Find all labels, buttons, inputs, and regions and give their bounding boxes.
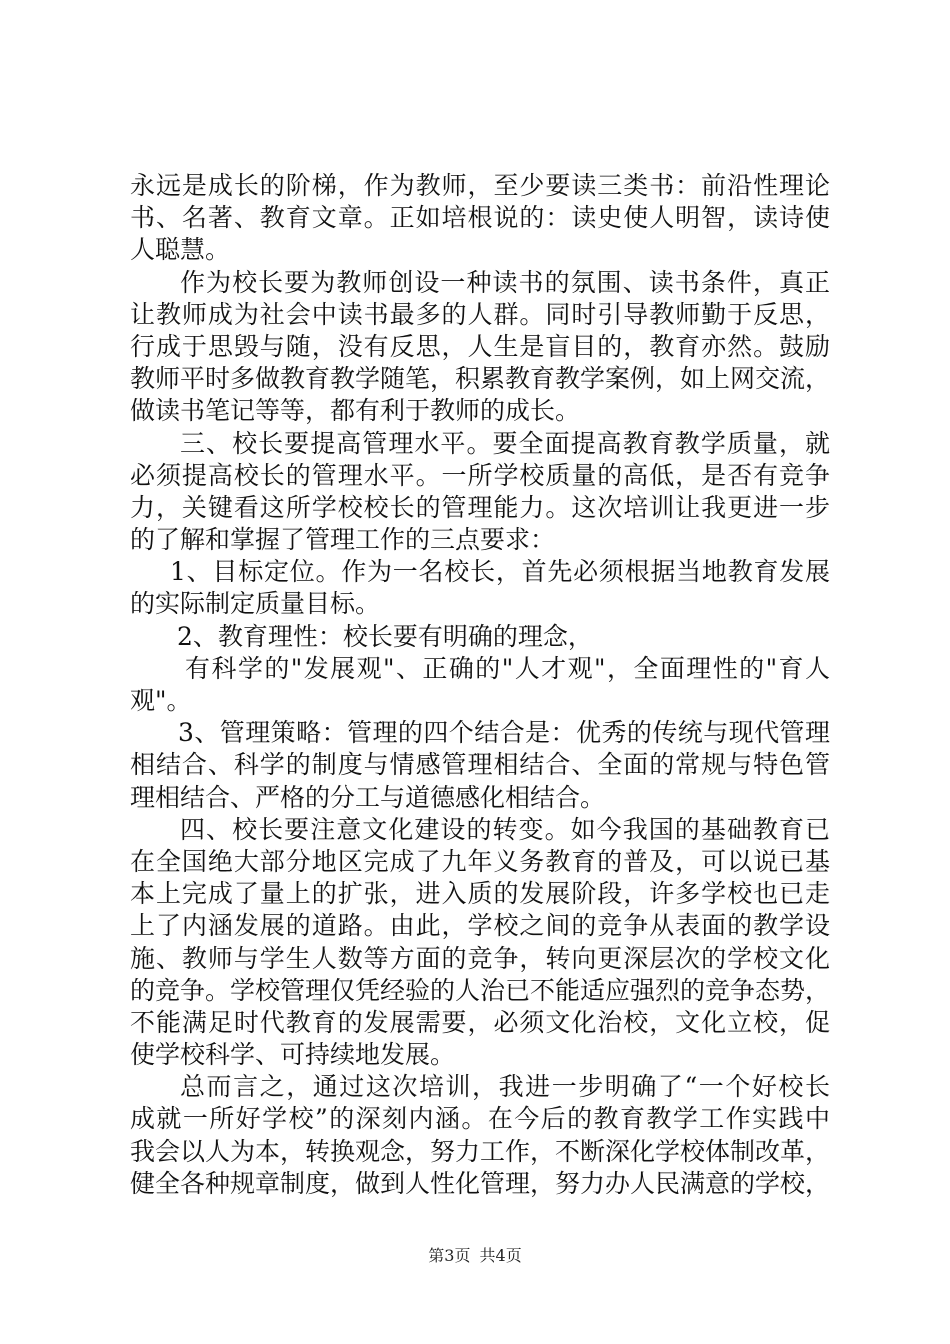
text-line: 1、目标定位。作为一名校长，首先必须根据当地教育发展 [170, 557, 830, 587]
text-line: 观"。 [130, 686, 192, 715]
text-line: 总而言之，通过这次培训，我进一步明确了“一个好校长 [180, 1072, 830, 1102]
text-line: 上了内涵发展的道路。由此，学校之间的竞争从表面的教学设 [130, 911, 830, 941]
text-line: 教师平时多做教育教学随笔，积累教育教学案例，如上网交流， [130, 364, 831, 394]
text-line: 三、校长要提高管理水平。要全面提高教育教学质量，就 [180, 428, 830, 458]
text-line: 书、名著、教育文章。正如培根说的：读史使人明智，读诗使 [130, 203, 830, 233]
text-line: 的实际制定质量目标。 [130, 589, 381, 619]
page-footer [0, 1243, 950, 1266]
text-line: 理相结合、严格的分工与道德感化相结合。 [130, 782, 606, 812]
text-line: 不能满足时代教育的发展需要，必须文化治校，文化立校，促 [130, 1007, 830, 1037]
text-line: 必须提高校长的管理水平。一所学校质量的高低，是否有竞争 [130, 460, 830, 490]
document-body [130, 170, 830, 1200]
text-line: 做读书笔记等等，都有利于教师的成长。 [130, 396, 581, 426]
text-line: 成就一所好学校”的深刻内涵。在今后的教育教学工作实践中 [130, 1104, 830, 1134]
text-line: 四、校长要注意文化建设的转变。如今我国的基础教育已 [180, 814, 830, 844]
text-line: 力，关键看这所学校校长的管理能力。这次培训让我更进一步 [130, 492, 830, 522]
text-line: 施、教师与学生人数等方面的竞争，转向更深层次的学校文化 [130, 943, 830, 973]
text-line: 行成于思毁与随，没有反思，人生是盲目的，教育亦然。鼓励 [130, 331, 830, 361]
text-line: 健全各种规章制度，做到人性化管理，努力办人民满意的学校， [130, 1168, 831, 1198]
text-line: 永远是成长的阶梯，作为教师，至少要读三类书：前沿性理论 [130, 171, 830, 200]
page-total: 共4页 [479, 1246, 522, 1265]
text-line: 2、教育理性：校长要有明确的理念， [177, 621, 593, 651]
text-line: 让教师成为社会中读书最多的人群。同时引导教师勤于反思， [130, 299, 830, 329]
text-line: 使学校科学、可持续地发展。 [130, 1040, 456, 1070]
text-line: 有科学的"发展观"、正确的"人才观"，全面理性的"育人 [185, 653, 830, 683]
text-line: 在全国绝大部分地区完成了九年义务教育的普及，可以说已基 [130, 846, 830, 876]
text-line: 人聪慧。 [130, 235, 231, 265]
text-line: 的竞争。学校管理仅凭经验的人治已不能适应强烈的竞争态势， [130, 975, 831, 1005]
text-line: 作为校长要为教师创设一种读书的氛围、读书条件，真正 [180, 267, 830, 297]
text-line: 相结合、科学的制度与情感管理相结合、全面的常规与特色管 [130, 750, 830, 780]
text-line: 3、管理策略：管理的四个结合是：优秀的传统与现代管理 [178, 718, 830, 748]
text-line: 本上完成了量上的扩张，进入质的发展阶段，许多学校也已走 [130, 879, 830, 909]
text-line: 我会以人为本，转换观念，努力工作，不断深化学校体制改革， [130, 1136, 831, 1166]
page-number: 第3页 [428, 1246, 471, 1265]
text-line: 的了解和掌握了管理工作的三点要求： [130, 525, 556, 555]
